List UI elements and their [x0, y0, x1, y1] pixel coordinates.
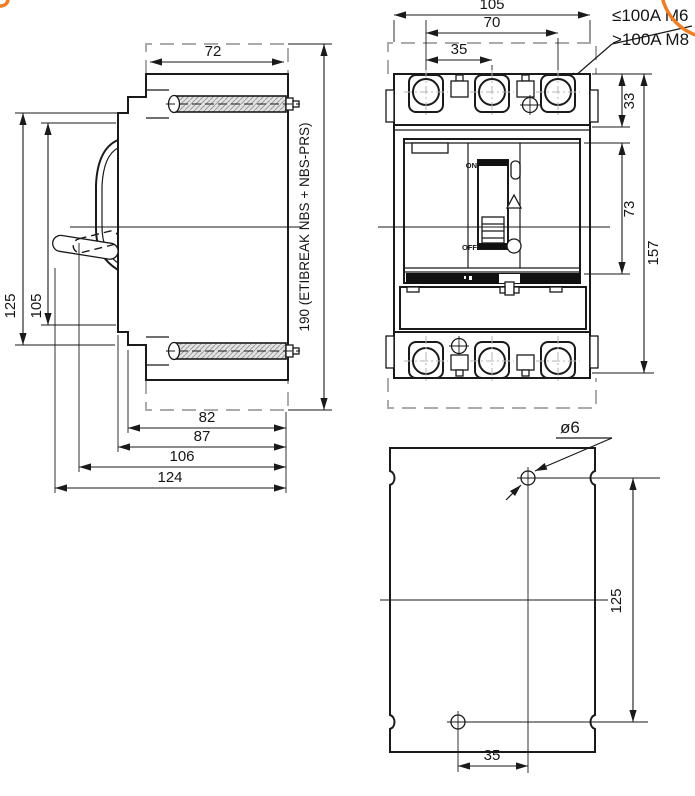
dim-33 — [592, 74, 652, 127]
side-bottom-extension-dashed — [146, 380, 288, 410]
screw-note-line2: >100A M8 — [612, 30, 690, 49]
toggle-handle-side-solid — [52, 234, 120, 260]
panel-connector — [505, 282, 514, 295]
dim-157-label: 157 — [645, 240, 662, 266]
dim-105-front-label: 105 — [479, 0, 505, 13]
lower-accessory-panel — [400, 282, 586, 329]
side-view — [2, 43, 332, 493]
trip-indicator-window — [511, 161, 520, 179]
drill-view — [380, 418, 660, 773]
screw-note-line1: ≤100A M6 — [612, 6, 689, 25]
front-view — [378, 0, 692, 408]
dim-124-label: 124 — [157, 469, 183, 486]
rating-label-window — [412, 143, 448, 153]
dim-73 — [584, 143, 638, 274]
dim-87-label: 87 — [193, 428, 211, 445]
dim-73-label: 73 — [621, 200, 638, 218]
dim-125-drill-label: 125 — [608, 588, 625, 614]
dim-35-drill-label: 35 — [483, 747, 501, 764]
corner-decoration — [0, 0, 695, 38]
dim-125-label: 125 — [2, 293, 19, 319]
terminal-screw-top-1 — [404, 70, 448, 117]
dim-190-label: 190 (ETIBREAK NBS + NBS-PRS) — [297, 122, 312, 332]
dim-70-label: 70 — [483, 14, 501, 31]
dim-125-drill — [608, 478, 633, 722]
label-bar-marks — [464, 276, 466, 279]
front-cover — [404, 139, 580, 283]
mount-tab-top-right — [590, 90, 598, 122]
dim-33-label: 33 — [621, 92, 638, 110]
mount-tab-top-left — [386, 90, 394, 122]
dim-105-side-label: 105 — [28, 293, 45, 319]
toggle-off-label: OFF — [462, 243, 477, 252]
terminal-screw-top-3 — [536, 70, 580, 117]
toggle-on-label: ON — [465, 161, 477, 170]
push-to-trip-button — [507, 239, 521, 253]
dim-72-label: 72 — [204, 43, 222, 60]
dim-72 — [150, 43, 284, 62]
terminal-screws-bottom — [404, 336, 580, 383]
corner-arc-left — [0, 0, 8, 6]
dim-82-label: 82 — [198, 409, 216, 426]
dim-35-front-label: 35 — [450, 41, 468, 58]
mount-tab-bottom-left — [386, 336, 394, 368]
front-bottom-extension-dashed — [388, 378, 596, 408]
hole-diameter-label: ø6 — [560, 418, 580, 437]
mount-tab-bottom-right — [590, 336, 598, 368]
terminal-screw-top-2 — [470, 70, 514, 117]
dim-157 — [592, 74, 662, 373]
dim-35-front — [426, 41, 492, 73]
label-bar — [406, 273, 580, 284]
terminal-screws-top — [404, 70, 580, 117]
toggle-handle-front — [482, 217, 504, 243]
dim-106-label: 106 — [169, 448, 195, 465]
